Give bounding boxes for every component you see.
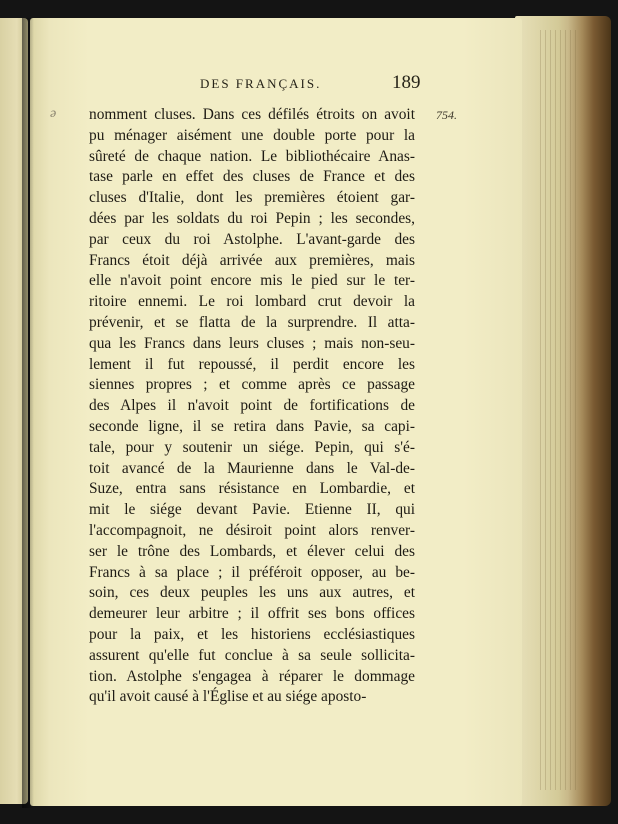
text-line: mit le siége devant Pavie. Etienne II, qui [89,501,415,519]
text-line: Francs à sa place ; il préféroit opposer, au be- [89,563,415,581]
text-line: des Alpes il n'avoit point de fortifications de [89,397,415,415]
text-line: demeurer leur arbitre ; il offrit ses bons offices [89,605,415,623]
gutter-shadow [22,18,34,808]
text-line: prévenir, et se flatta de la surprendre. Il atta- [89,313,415,331]
text-line: Suze, entra sans résistance en Lombardie, et [89,480,415,498]
text-line: pu ménager aisément une double porte pour la [89,126,415,144]
text-line: qu'il avoit causé à l'Église et au siége aposto- [89,688,367,706]
text-line: cluses d'Italie, dont les premières étoient gar- [89,189,415,207]
text-line: tale, pour y soutenir un siége. Pepin, qui s'é- [89,438,415,456]
text-line: assurent qu'elle fut conclue à sa seule sollicita- [89,646,415,664]
text-line: toit avancé de la Maurienne dans le Val-de- [89,459,415,477]
text-line: tase parle en effet des cluses de France et des [89,168,415,186]
text-line: lement il fut repoussé, il perdit encore les [89,355,415,373]
text-line: tion. Astolphe s'engagea à réparer le dommage [89,667,415,685]
text-line: pour la paix, et les historiens ecclésiastiques [89,625,415,643]
text-line: elle n'avoit point encore mis le pied sur le ter- [89,272,415,290]
running-head: DES FRANÇAIS. [200,76,322,91]
text-line: qua les Francs dans leurs cluses ; mais non-seu- [89,334,415,352]
margin-year-note: 754. [436,108,457,122]
text-line: par ceux du roi Astolphe. L'avant-garde des [89,230,415,248]
text-line: dées par les soldats du roi Pepin ; les secondes, [89,209,415,227]
page-number: 189 [392,72,421,93]
text-line: ritoire ennemi. Le roi lombard crut devoir la [89,293,415,311]
text-line: ser le trône des Lombards, et élever celui des [89,542,415,560]
text-line: seconde ligne, il se retira dans Pavie, sa capi- [89,417,415,435]
page-header [0,74,618,98]
text-line: nomment cluses. Dans ces défilés étroits on avoit [89,106,415,123]
text-line: Francs étoit déjà arrivée aux premières, mais [89,251,415,269]
text-line: sûreté de chaque nation. Le bibliothécaire Anas- [89,147,415,165]
margin-mark: ə [50,106,57,121]
text-line: siennes propres ; et comme après ce passage [89,376,415,394]
fore-edge-texture [540,30,580,790]
text-line: soin, ces deux peuples les uns aux autres, et [89,584,415,602]
text-line: l'accompagnoit, ne désiroit point alors renver- [89,521,415,539]
body-text [89,105,415,708]
